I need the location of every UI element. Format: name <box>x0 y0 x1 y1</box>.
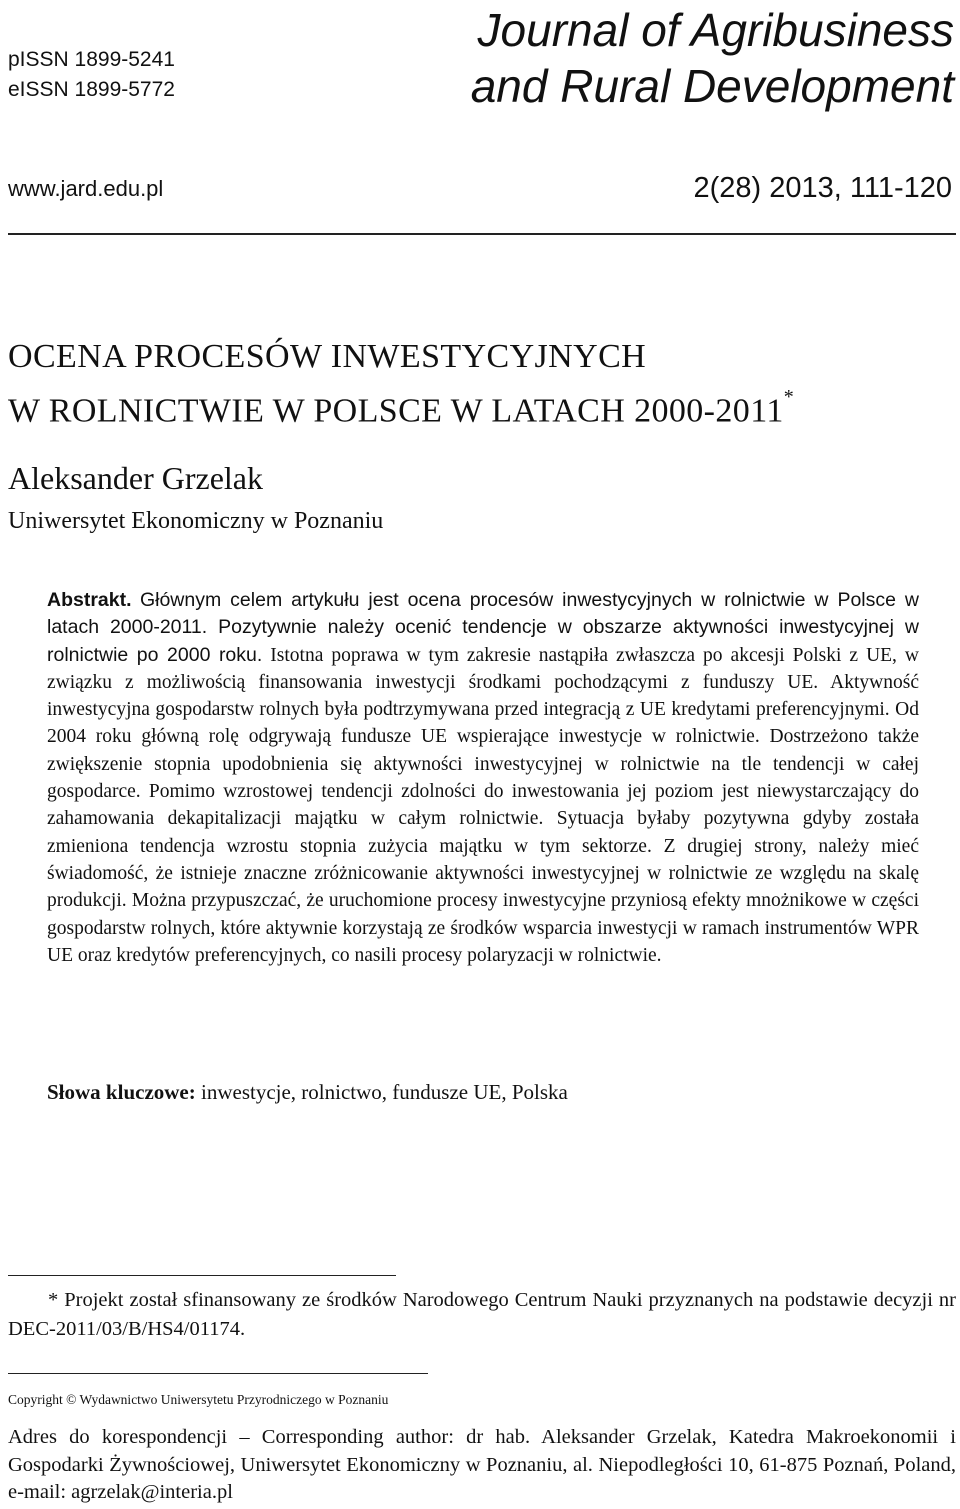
journal-title <box>471 2 954 114</box>
article-title-line2 <box>8 380 794 434</box>
journal-website: www.jard.edu.pl <box>8 176 164 201</box>
article-title-line1: OCENA PROCESÓW INWESTYCYJNYCH <box>8 338 647 375</box>
abstract-text-serif: Istotna poprawa w tym zakresie nastąpiła zwłaszcza po akcesji Polski z UE, w związku z możliwością finansowania inwestycji środkami pochodzącymi z funduszy UE. Aktywność inwestycyjna gospodarstw rolnych była podtrzymywana przed integracją z UE kredytami preferencyjnymi. Od 2004 roku główną rolę odgrywają fundusze UE wspierające inwestycje w rolnictwie. Dostrzeżono także zwiększenie stopnia upodobnienia się aktywności inwestycyjnej w rolnictwie na tle tendencji w całej gospodarce. Pomimo wzrostowej tendencji zdolności do inwestowania jej poziom jest niewystarczający do zahamowania dekapitalizacji majątku w całym rolnictwie. Sytuacja byłaby pozytywna gdyby została zmieniona tendencja wzrostu stopnia zużycia majątku w tym sektorze. Z drugiej strony, należy mieć świadomość, że istnieje znaczne zróżnicowanie aktywności inwestycyjnej w rolnictwie ze względu na skalę produkcji. Można przypuszczać, że uruchomione procesy inwestycyjne przyniosą efekty mnożnikowe w części gospodarstw rolnych, które aktywnie korzystają ze środków wsparcia inwestycji w ramach instrumentów WPR UE oraz kredytów preferencyjnych, co nasili procesy polaryzacji w rolnictwie. <box>47 644 920 966</box>
issue-pages: 2(28) 2013, 111-120 <box>693 172 952 204</box>
funding-footnote: * Projekt został sfinansowany ze środków Narodowego Centrum Nauki przyznanych na podstawie decyzji nr DEC-2011/03/B/HS4/01174. <box>8 1289 956 1340</box>
journal-title-line1: Journal of Agribusiness <box>477 4 954 56</box>
abstract <box>47 587 919 969</box>
issn-block <box>8 45 175 105</box>
abstract-label: Abstrakt. <box>47 589 132 611</box>
pissn-text: pISSN 1899-5241 <box>8 48 175 71</box>
copyright-divider <box>8 1373 428 1374</box>
copyright-notice: Copyright © Wydawnictwo Uniwersytetu Przyrodniczego w Poznaniu <box>8 1392 389 1407</box>
keywords-label: Słowa kluczowe: <box>47 1080 196 1104</box>
footnote-divider <box>8 1275 396 1276</box>
author-name: Aleksander Grzelak <box>8 460 263 496</box>
eissn-text: eISSN 1899-5772 <box>8 78 175 101</box>
author-affiliation: Uniwersytet Ekonomiczny w Poznaniu <box>8 508 384 534</box>
article-title-line2-text: W ROLNICTWIE W POLSCE W LATACH 2000-2011 <box>8 392 784 430</box>
article-title <box>8 334 794 434</box>
keywords <box>47 1080 568 1105</box>
keywords-text: inwestycje, rolnictwo, fundusze UE, Polska <box>201 1080 568 1104</box>
abstract-text-sans: Głównym celem artykułu jest ocena procesów inwestycyjnych w rolnictwie w Polsce w latach 2000-2011. Pozytywnie należy ocenić tendencje w obszarze aktywności inwestycyjnej w rolnictwie po 2000 roku. <box>47 589 920 666</box>
journal-title-line2: and Rural Development <box>470 60 954 112</box>
header-divider <box>8 233 956 235</box>
correspondence-address: Adres do korespondencji – Corresponding author: dr hab. Aleksander Grzelak, Katedra Makroekonomii i Gospodarki Żywnościowej, Uniwersytet Ekonomiczny w Poznaniu, al. Niepodległości 10, 61-875 Poznań, Poland, e-mail: agrzelak@interia.pl <box>8 1426 956 1503</box>
title-footnote-marker: * <box>783 386 795 408</box>
